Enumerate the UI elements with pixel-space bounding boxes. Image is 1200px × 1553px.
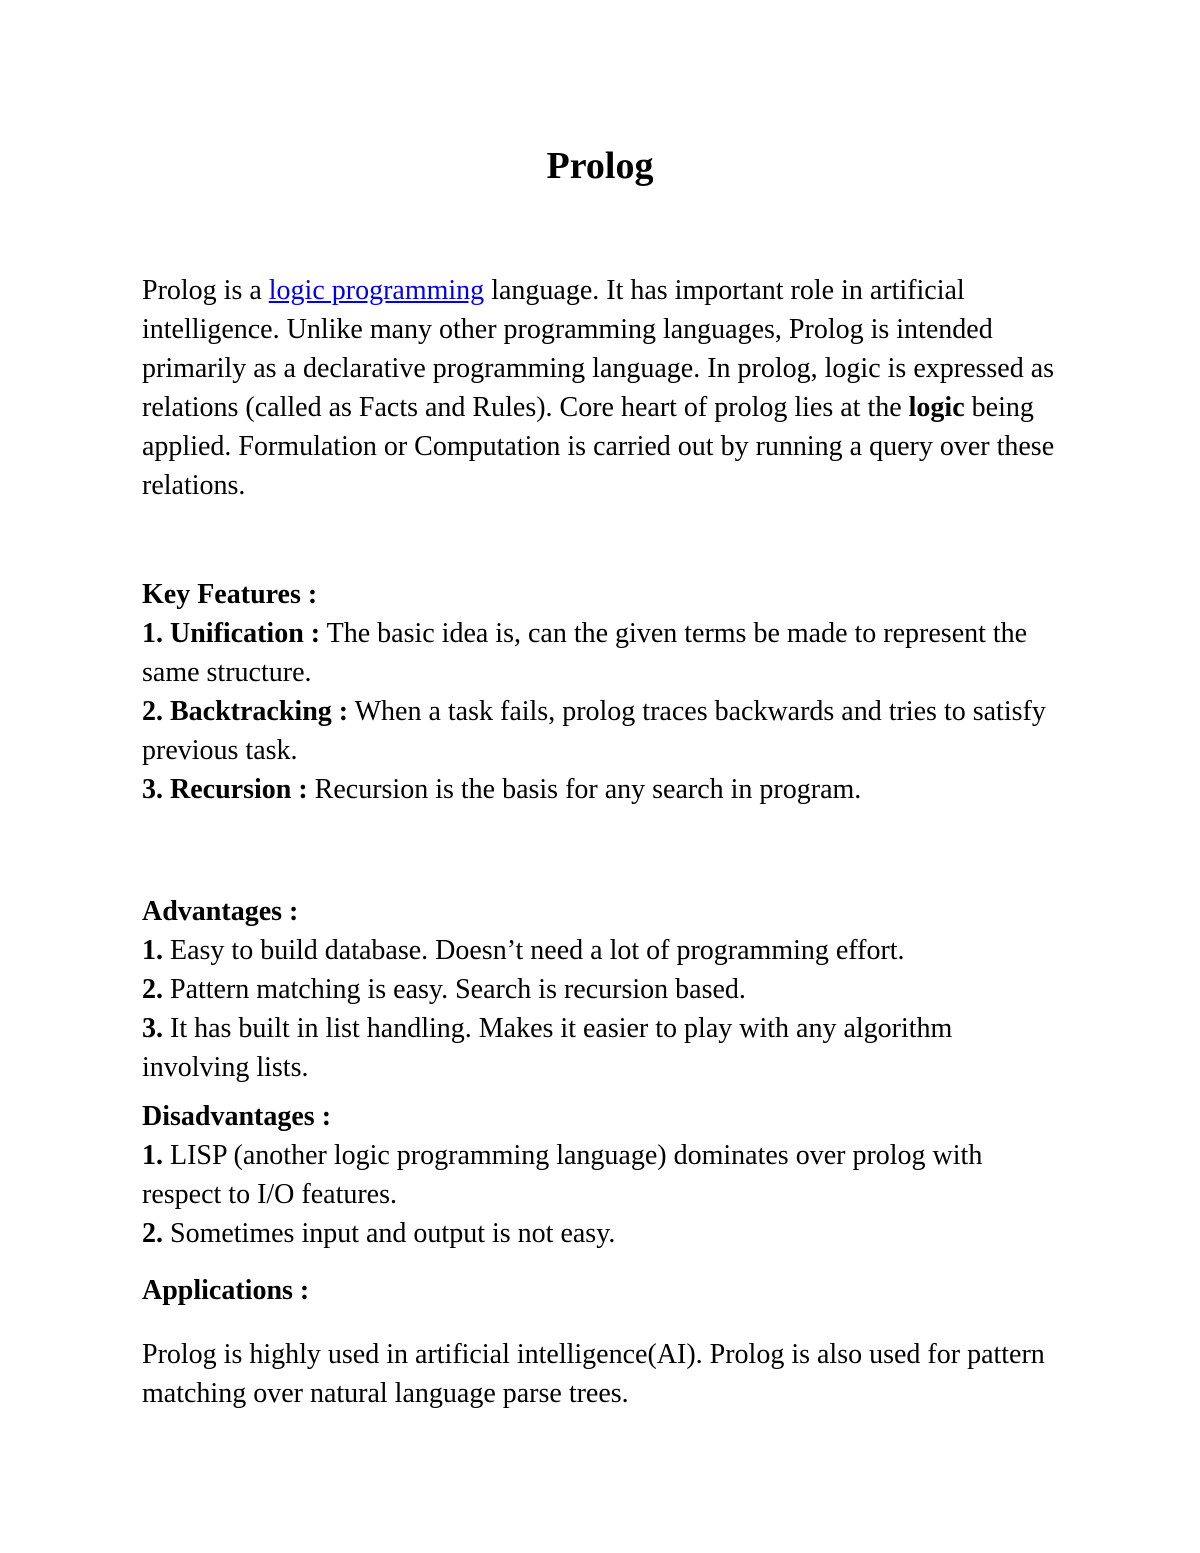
item-text: Sometimes input and output is not easy. [163, 1218, 616, 1249]
item-number: 3. [142, 774, 163, 805]
item-term: Backtracking : [170, 696, 349, 727]
applications-paragraph: Prolog is highly used in artificial intelligence(AI). Prolog is also used for pattern matching over natural language parse trees. [142, 1339, 1045, 1409]
item-text: Pattern matching is easy. Search is recursion based. [163, 974, 746, 1005]
disadvantages-heading: Disadvantages : [142, 1101, 332, 1132]
intro-bold-word: logic [908, 392, 965, 423]
item-number: 2. [142, 974, 163, 1005]
list-item [142, 614, 1062, 692]
intro-text-1: Prolog is a [142, 275, 269, 306]
intro-text-2: language. It has important role in artificial intelligence. Unlike many other programming languages, Prolog is intended primarily as a declarative programming language. In prolog, logic is expressed as relations (called as Facts and Rules). Core heart of prolog lies at the [142, 275, 1055, 423]
list-item [142, 970, 1062, 1009]
list-item [142, 1136, 1062, 1214]
item-text: The basic idea is, can the given terms be made to represent the same structure. [142, 618, 1028, 688]
list-item [142, 692, 1062, 770]
advantages-section [142, 892, 1062, 1087]
applications-heading: Applications : [142, 1275, 310, 1306]
item-text: Recursion is the basis for any search in program. [307, 774, 862, 805]
intro-text-3: being applied. Formulation or Computation is carried out by running a query over these relations. [142, 392, 1055, 501]
item-term: Recursion : [170, 774, 308, 805]
item-text: Easy to build database. Doesn’t need a lot of programming effort. [163, 935, 905, 966]
item-term: Unification : [170, 618, 321, 649]
item-number: 1. [142, 1140, 163, 1171]
list-item [142, 1214, 1062, 1253]
item-number: 1. [142, 618, 163, 649]
item-number: 2. [142, 1218, 163, 1249]
item-number: 1. [142, 935, 163, 966]
list-item [142, 931, 1062, 970]
item-text: It has built in list handling. Makes it easier to play with any algorithm involving lists. [142, 1013, 953, 1083]
intro-paragraph [142, 271, 1062, 505]
list-item [142, 1009, 1062, 1087]
advantages-heading: Advantages : [142, 896, 299, 927]
key-features-heading: Key Features : [142, 579, 318, 610]
applications-section [142, 1271, 1062, 1310]
list-item [142, 770, 1062, 809]
item-number: 3. [142, 1013, 163, 1044]
item-text: When a task fails, prolog traces backwards and tries to satisfy previous task. [142, 696, 1046, 766]
key-features-section [142, 575, 1062, 809]
logic-programming-link[interactable]: logic programming [268, 275, 485, 306]
item-number: 2. [142, 696, 163, 727]
document-title: Prolog [546, 145, 654, 187]
item-text: LISP (another logic programming language) dominates over prolog with respect to I/O features. [142, 1140, 983, 1210]
disadvantages-section [142, 1097, 1062, 1253]
